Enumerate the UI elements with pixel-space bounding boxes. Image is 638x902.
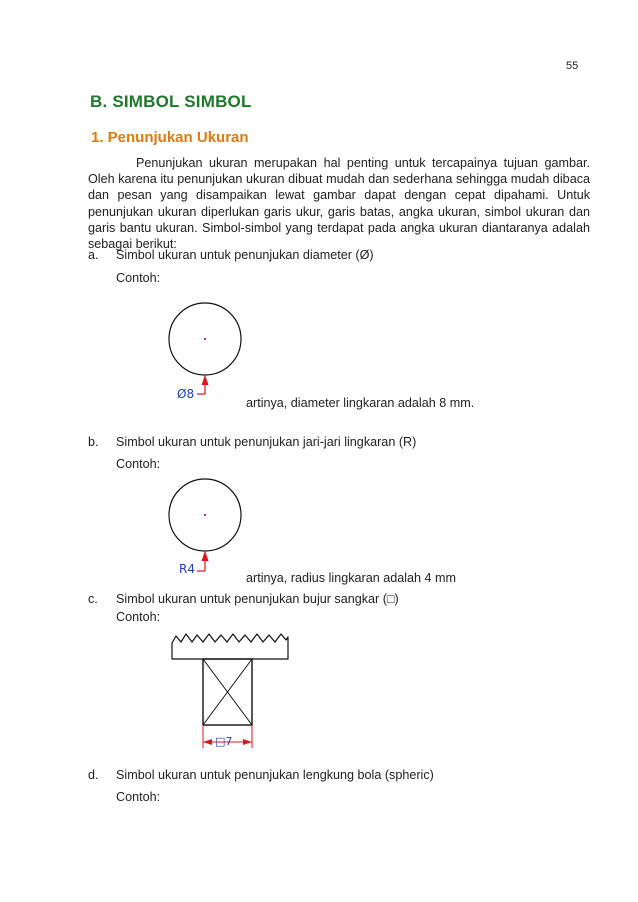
broken-top-block (172, 634, 288, 659)
list-marker: b. (88, 435, 99, 449)
subsection-title: 1. Penunjukan Ukuran (91, 129, 249, 146)
list-item-d (88, 768, 588, 784)
section-title: B. SIMBOL SIMBOL (90, 92, 252, 111)
list-marker: a. (88, 248, 99, 262)
arrow-head (202, 375, 209, 385)
list-item-text: Simbol ukuran untuk penunjukan jari-jari lingkaran (R) (116, 435, 417, 449)
list-item-b (88, 435, 588, 451)
arrow-head (202, 551, 209, 561)
intro-text: Penunjukan ukuran merupakan hal penting untuk tercapainya tujuan gambar. Oleh karena itu penunjukan ukuran dibuat mudah dan sederhana sehingga mudah dibaca dan pesan yang disampaikan lewat gambar dapat dengan cepat dipahami. Untuk penunjukan ukuran diperlukan garis ukur, garis batas, angka ukuran, simbol ukuran dan garis bantu ukuran. Simbol-simbol yang terdapat pada angka ukuran diantaranya adalah sebagai berikut: (88, 156, 590, 252)
square-dim-label: □7 (215, 735, 233, 748)
list-item-text: Simbol ukuran untuk penunjukan diameter (Ø) (116, 248, 374, 262)
square-figure (166, 624, 296, 754)
intro-paragraph (88, 155, 590, 252)
list-marker: d. (88, 768, 99, 782)
list-item-a (88, 248, 588, 264)
radius-figure (160, 474, 260, 580)
arrow-head (203, 739, 212, 745)
list-item-c (88, 592, 588, 608)
center-mark (204, 514, 206, 516)
radius-dim-label: R4 (179, 562, 195, 576)
example-label: Contoh: (116, 790, 161, 804)
diameter-figure (160, 296, 260, 408)
list-marker: c. (88, 592, 98, 606)
example-label: Contoh: (116, 271, 161, 285)
arrow-head (243, 739, 252, 745)
center-mark (204, 338, 206, 340)
diameter-note: artinya, diameter lingkaran adalah 8 mm. (246, 396, 475, 410)
page-number: 55 (566, 60, 579, 72)
list-item-text: Simbol ukuran untuk penunjukan bujur sangkar (□) (116, 592, 399, 606)
diameter-dim-label: Ø8 (177, 387, 195, 401)
example-label: Contoh: (116, 457, 161, 471)
example-label: Contoh: (116, 610, 161, 624)
radius-note: artinya, radius lingkaran adalah 4 mm (246, 571, 457, 585)
list-item-text: Simbol ukuran untuk penunjukan lengkung bola (spheric) (116, 768, 434, 782)
